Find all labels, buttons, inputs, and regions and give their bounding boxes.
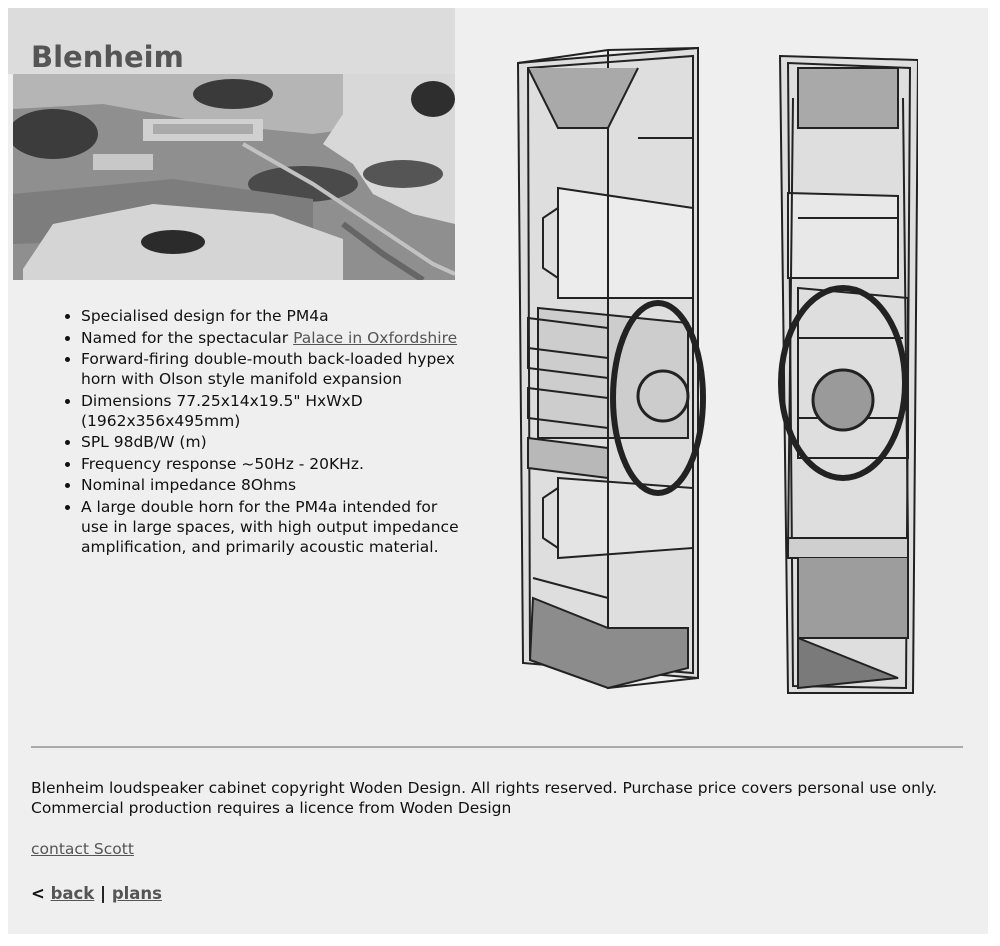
page-title: Blenheim [31, 40, 184, 74]
page [8, 8, 988, 934]
list-item: • Specialised design for the PM4a [81, 306, 461, 326]
list-item: • Nominal impedance 8Ohms [81, 475, 461, 495]
list-item: • Dimensions 77.25x14x19.5" HxWxD (1962x356x495mm) [81, 391, 461, 431]
list-item: • Forward-firing double-mouth back-loaded hypex horn with Olson style manifold expansion [81, 349, 461, 389]
feature-list [46, 306, 461, 558]
copyright-text: Blenheim loudspeaker cabinet copyright Woden Design. All rights reserved. Purchase price covers personal use only. Commercial production requires a licence from Woden Design [31, 779, 938, 817]
list-item: • Named for the spectacular Palace in Oxfordshire [81, 328, 461, 348]
plans-link[interactable]: plans [111, 884, 162, 903]
list-item: • Frequency response ~50Hz - 20KHz. [81, 454, 461, 474]
palace-link[interactable]: Palace in Oxfordshire [293, 328, 458, 347]
nav-separator: | [100, 884, 107, 903]
driver-left [638, 371, 688, 421]
list-item: • A large double horn for the PM4a intended for use in large spaces, with high output impedance amplification, and primarily acoustic material. [81, 497, 461, 557]
nav-prefix: < [31, 884, 45, 903]
driver-right [813, 370, 873, 430]
cabinet-diagram [498, 38, 918, 718]
list-item: • SPL 98dB/W (m) [81, 432, 461, 452]
back-link[interactable]: back [50, 884, 95, 903]
divider [31, 746, 963, 748]
contact-link[interactable]: contact Scott [31, 840, 134, 858]
cabinet-front-view [518, 48, 698, 688]
palace-aerial-photo [13, 74, 455, 280]
title-box [8, 8, 455, 74]
bottom-nav [31, 884, 162, 903]
